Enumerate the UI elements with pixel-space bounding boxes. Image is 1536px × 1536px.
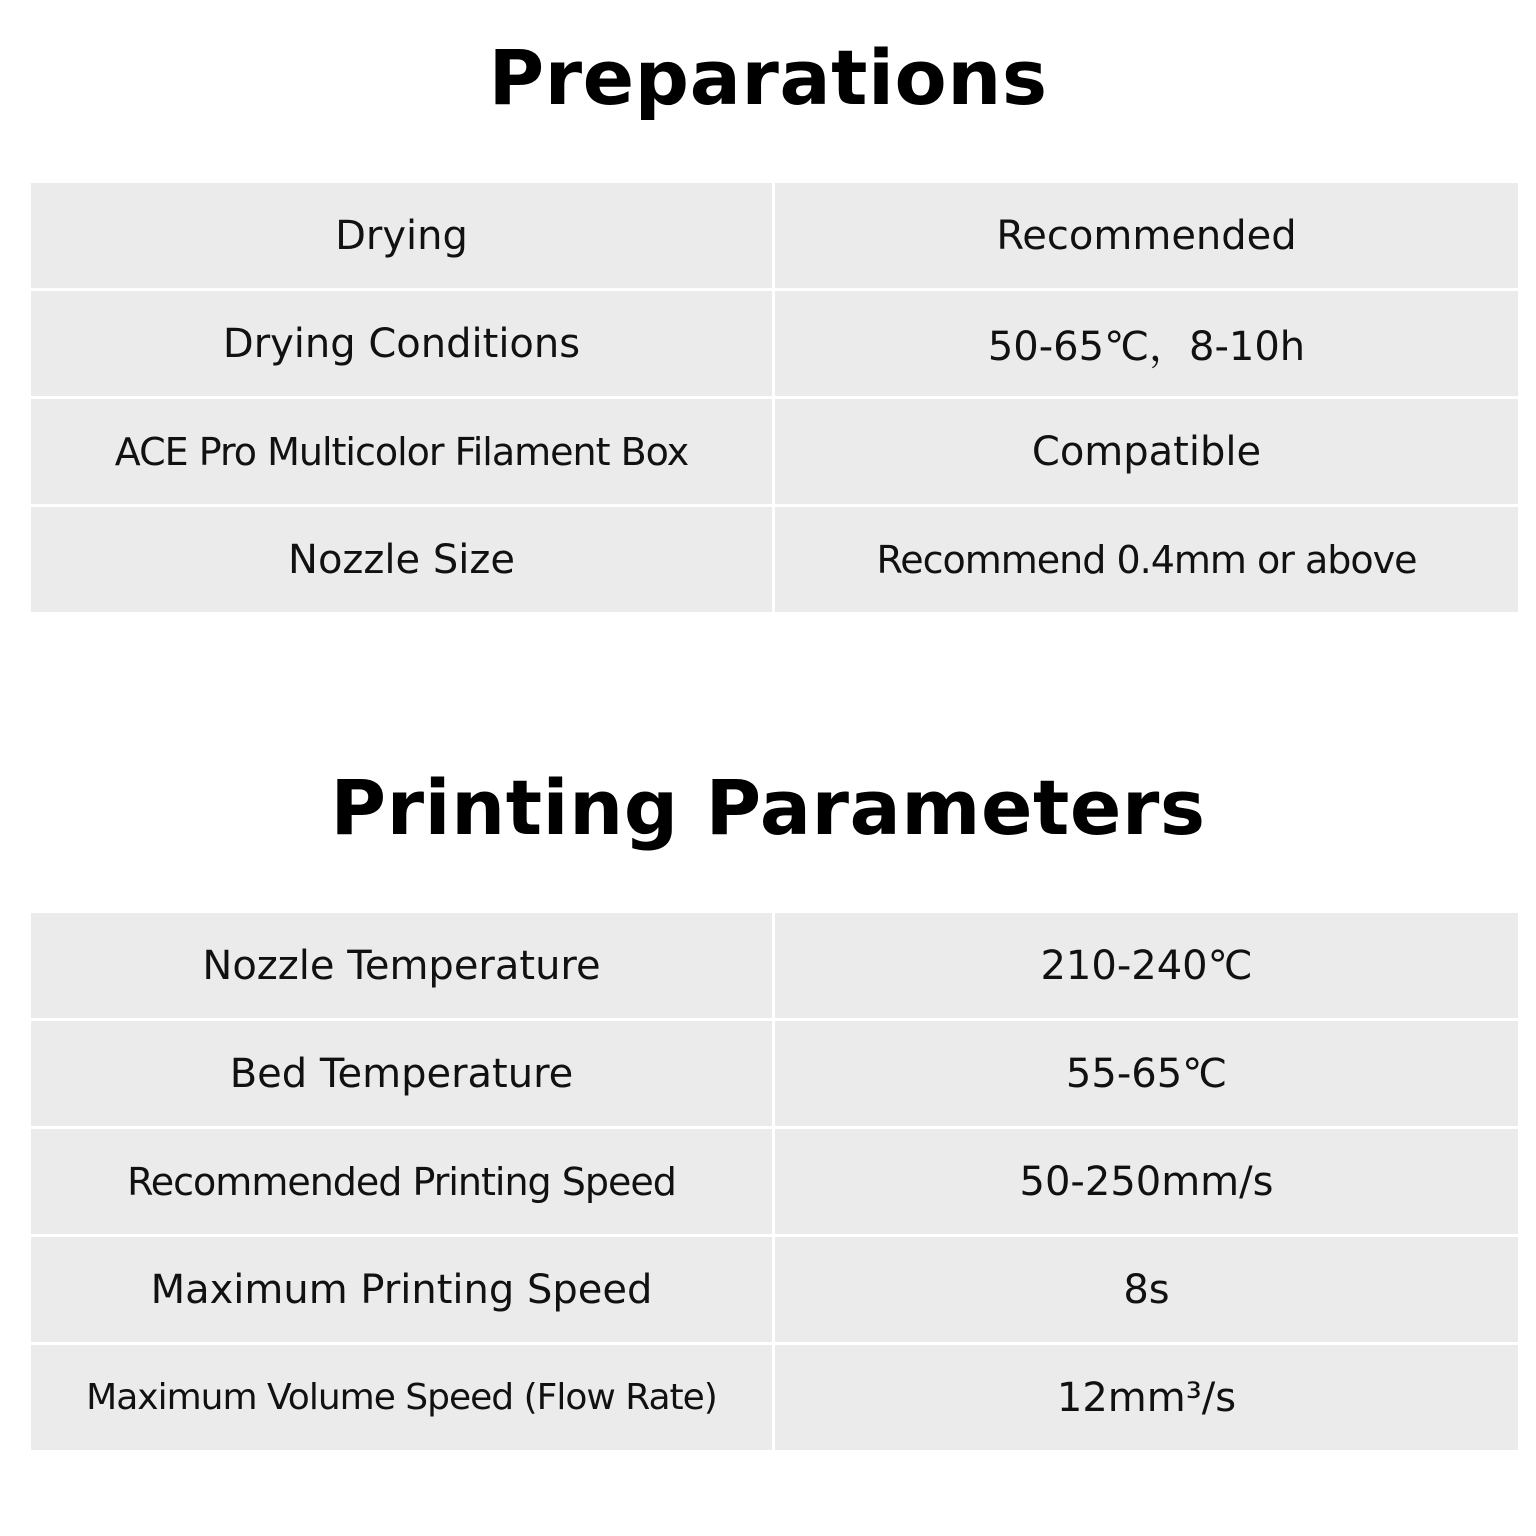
preparations-title: Preparations: [488, 33, 1048, 122]
row-value: 12mm³/s: [775, 1345, 1518, 1450]
row-value: 50-65℃，8-10h: [775, 291, 1518, 396]
row-value: 8s: [775, 1237, 1518, 1342]
table-row: [31, 1237, 1518, 1342]
row-label: ACE Pro Multicolor Filament Box: [31, 399, 772, 504]
table-row: [31, 399, 1518, 504]
row-value: 210-240℃: [775, 913, 1518, 1018]
table-row: [31, 291, 1518, 396]
row-label: Bed Temperature: [31, 1021, 772, 1126]
row-value: Recommended: [775, 183, 1518, 288]
row-label: Maximum Printing Speed: [31, 1237, 772, 1342]
row-value: Recommend 0.4mm or above: [775, 507, 1518, 612]
preparations-table: [31, 183, 1518, 615]
row-label: Nozzle Size: [31, 507, 772, 612]
row-value: Compatible: [775, 399, 1518, 504]
row-label: Maximum Volume Speed (Flow Rate): [31, 1345, 772, 1450]
table-row: [31, 507, 1518, 612]
table-row: [31, 913, 1518, 1018]
row-label: Nozzle Temperature: [31, 913, 772, 1018]
row-label: Drying: [31, 183, 772, 288]
table-row: [31, 1129, 1518, 1234]
row-label: Drying Conditions: [31, 291, 772, 396]
row-value: 50-250mm/s: [775, 1129, 1518, 1234]
row-value: 55-65℃: [775, 1021, 1518, 1126]
table-row: [31, 183, 1518, 288]
printing-parameters-table: [31, 913, 1518, 1453]
table-row: [31, 1345, 1518, 1450]
row-label: Recommended Printing Speed: [31, 1129, 772, 1234]
table-row: [31, 1021, 1518, 1126]
printing-parameters-title: Printing Parameters: [330, 763, 1206, 852]
